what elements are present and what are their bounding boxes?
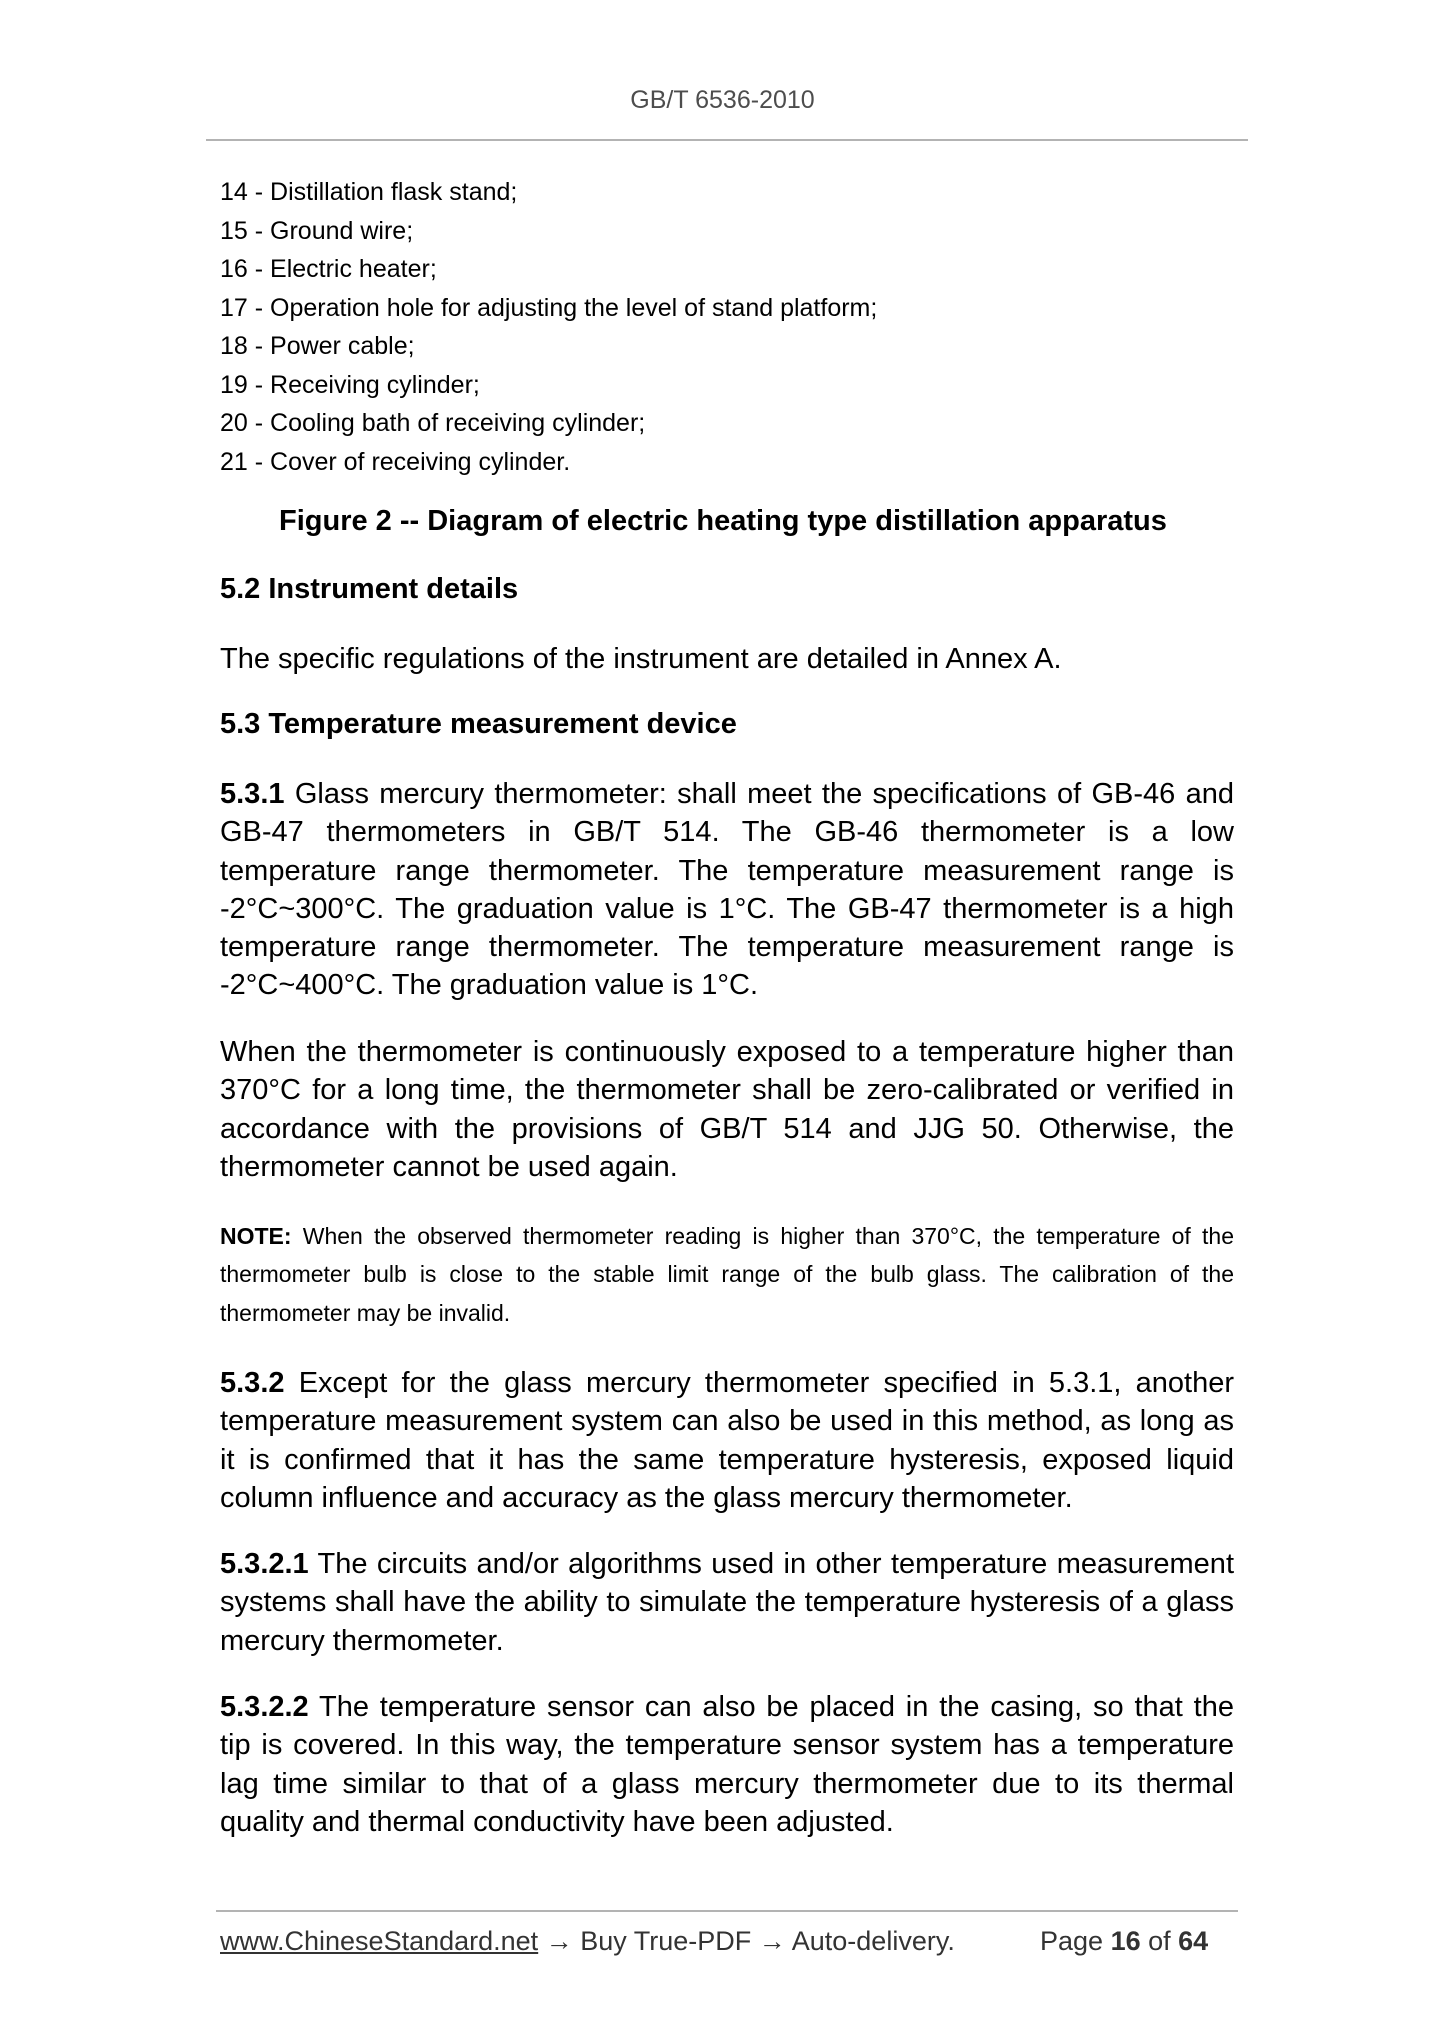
legend-item: 19 - Receiving cylinder; bbox=[220, 370, 480, 399]
legend-item: 16 - Electric heater; bbox=[220, 255, 437, 283]
paragraph-5-3-1 bbox=[220, 775, 1234, 1005]
paragraph-text: The temperature sensor can also be placed in the casing, so that the tip is covered. In this way, the temperature sensor system has a temperature lag time similar to that of a glass mercury thermometer due to its thermal quality and thermal conductivity have been adjusted. bbox=[220, 1691, 1234, 1838]
clause-number: 5.3.2.2 bbox=[220, 1691, 309, 1723]
note-block bbox=[220, 1217, 1234, 1332]
paragraph-text: The circuits and/or algorithms used in other temperature measurement systems shall have the ability to simulate the temperature hysteresis of a glass mercury thermometer. bbox=[220, 1548, 1234, 1657]
legend-item: 17 - Operation hole for adjusting the level of stand platform; bbox=[220, 293, 878, 322]
website-link[interactable]: www.ChineseStandard.net bbox=[220, 1926, 539, 1956]
figure-caption: Figure 2 -- Diagram of electric heating type distillation apparatus bbox=[279, 505, 1167, 537]
page-number bbox=[1040, 1926, 1208, 1957]
arrow-right-icon: → bbox=[545, 1926, 573, 1956]
paragraph-text: Glass mercury thermometer: shall meet the specifications of GB-46 and GB-47 thermometers in GB/T 514. The GB-46 thermometer is a low temperature range thermometer. The temperature measurement range is -2°C~300°C. The graduation value is 1°C. The GB-47 thermometer is a high temperature range thermometer. The temperature measurement range is -2°C~400°C. The graduation value is 1°C. bbox=[220, 778, 1234, 1002]
figure-legend bbox=[220, 173, 877, 481]
arrow-right-icon: → bbox=[758, 1926, 786, 1956]
legend-item: 21 - Cover of receiving cylinder. bbox=[220, 447, 571, 476]
legend-item: 18 - Power cable; bbox=[220, 332, 415, 360]
paragraph-text: Except for the glass mercury thermometer specified in 5.3.1, another temperature measurement system can also be used in this method, as long as it is confirmed that it has the same temperature hysteresis, exposed liquid column influence and accuracy as the glass mercury thermometer. bbox=[220, 1367, 1234, 1514]
footer-promo bbox=[220, 1926, 955, 1957]
paragraph-5-3-2-2 bbox=[220, 1688, 1234, 1841]
of-word: of bbox=[1140, 1926, 1179, 1956]
footer-divider bbox=[216, 1910, 1238, 1912]
footer-buy-text: Buy True-PDF bbox=[572, 1926, 759, 1956]
note-label: NOTE: bbox=[220, 1223, 292, 1249]
legend-item: 20 - Cooling bath of receiving cylinder; bbox=[220, 409, 646, 437]
legend-item: 15 - Ground wire; bbox=[220, 216, 414, 245]
page-header: GB/T 6536-2010 bbox=[630, 86, 815, 114]
section-heading-5-3: 5.3 Temperature measurement device bbox=[220, 708, 737, 740]
page-word: Page bbox=[1040, 1926, 1111, 1956]
legend-item: 14 - Distillation flask stand; bbox=[220, 178, 518, 206]
total-pages: 64 bbox=[1178, 1926, 1209, 1956]
clause-number: 5.3.2 bbox=[220, 1367, 285, 1399]
header-divider bbox=[206, 139, 1248, 141]
clause-number: 5.3.1 bbox=[220, 778, 285, 810]
section-5-2-text: The specific regulations of the instrument are detailed in Annex A. bbox=[220, 643, 1062, 675]
paragraph-5-3-2-1 bbox=[220, 1545, 1234, 1660]
current-page: 16 bbox=[1110, 1926, 1141, 1956]
paragraph-5-3-2 bbox=[220, 1364, 1234, 1517]
paragraph-overheat: When the thermometer is continuously exposed to a temperature higher than 370°C for a long time, the thermometer shall be zero-calibrated or verified in accordance with the provisions of GB/T 514 and JJG 50. Otherwise, the thermometer cannot be used again. bbox=[220, 1036, 1234, 1183]
section-heading-5-2: 5.2 Instrument details bbox=[220, 573, 519, 605]
clause-number: 5.3.2.1 bbox=[220, 1548, 309, 1580]
note-text: When the observed thermometer reading is higher than 370°C, the temperature of the thermometer bulb is close to the stable limit range of the bulb glass. The calibration of the thermometer may be invalid. bbox=[220, 1223, 1234, 1326]
footer-delivery-text: Auto-delivery. bbox=[785, 1926, 955, 1956]
